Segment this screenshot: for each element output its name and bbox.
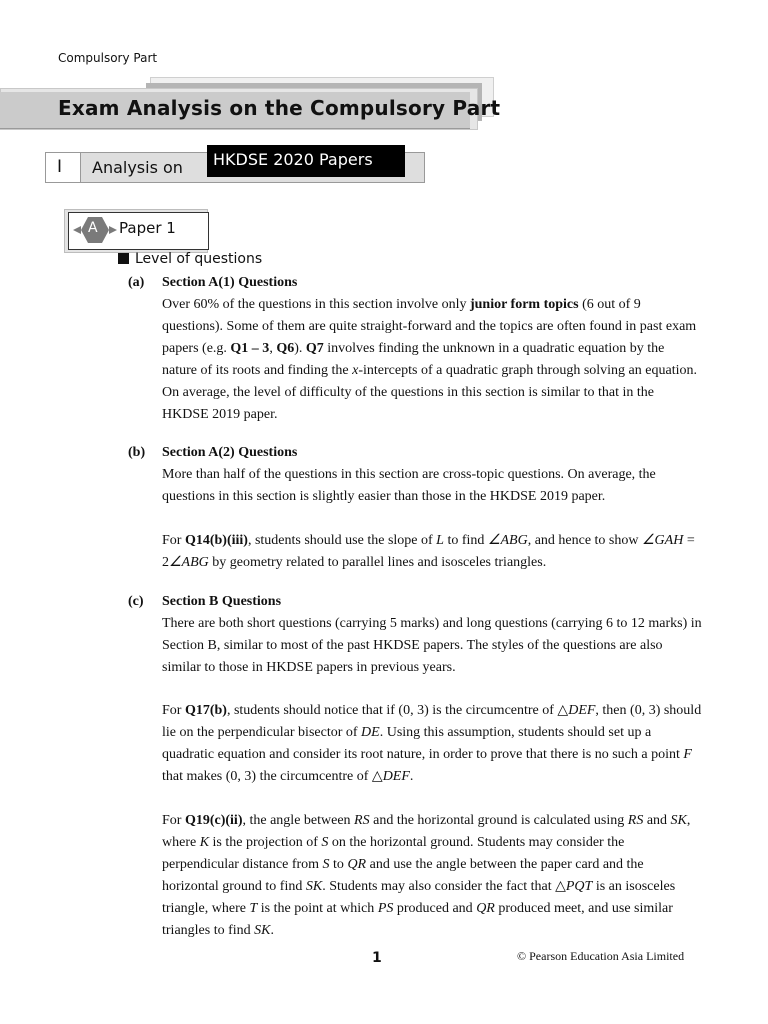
page-title: Exam Analysis on the Compulsory Part [58,96,501,120]
section-number-cell [45,152,81,183]
item-c-label: (c) [128,594,144,609]
running-head: Compulsory Part [58,51,158,65]
level-heading-text: Level of questions [135,251,263,267]
item-b-label: (b) [128,445,146,460]
section-label: Analysis on [92,158,183,177]
item-a-paragraph: Over 60% of the questions in this section involve only junior form topics (6 out of 9 questions). Some of them are quite straight-forward and the topics are often found in past exam papers (e.g. Q1 – 3, Q6). Q7 involves finding the unknown in a quadratic equation by the nature of its roots and finding the x-intercepts of a quadratic graph through solving an equation. On average, the level of difficulty of the questions in this section is similar to that in the HKDSE 2019 paper. [162,297,697,422]
item-c-paragraph-1: There are both short questions (carrying 5 marks) and long questions (carrying 6 to 12 marks) in Section B, similar to most of the past HKDSE papers. The styles of the questions are also similar to those in HKDSE papers in previous years. [162,616,702,675]
item-b-title: Section A(2) Questions [162,445,298,460]
paper-tab-label: Paper 1 [119,219,176,237]
item-c-paragraph-3: For Q19(c)(ii), the angle between RS and the horizontal ground is calculated using RS and SK, where K is the projection of S on the horizontal ground. Students may consider the perpendicular distance from S to QR and use the angle between the paper card and the horizontal ground to find SK. Students may also consider the fact that △PQT is an isosceles triangle, where T is the point at which PS produced and QR produced meet, and use similar triangles to find SK. [162,813,691,938]
section-highlight-text: HKDSE 2020 Papers [213,150,373,169]
item-a-label: (a) [128,275,145,290]
section-number: I [57,157,63,177]
item-b-paragraph-2: For Q14(b)(iii), students should use the slope of L to find ∠ABG, and hence to show ∠GAH = 2∠ABG by geometry related to parallel lines and isosceles triangles. [162,533,695,570]
item-b-paragraph-1: More than half of the questions in this section are cross-topic questions. On average, the questions in this section is slightly easier than those in the HKDSE 2019 paper. [162,467,656,504]
copyright-notice: © Pearson Education Asia Limited [517,949,685,963]
page-number: 1 [372,950,382,966]
level-heading [118,251,262,267]
item-c-title: Section B Questions [162,594,282,609]
square-bullet-icon [118,253,129,264]
paper-tab-letter: A [88,220,98,236]
item-c-paragraph-2: For Q17(b), students should notice that if (0, 3) is the circumcentre of △DEF, then (0, 3) should lie on the perpendicular bisector of DE. Using this assumption, students should set up a quadratic equation and consider its root nature, in order to prove that there is no such a point F that makes (0, 3) the circumcentre of △DEF. [162,703,702,784]
item-a-title: Section A(1) Questions [162,275,298,290]
